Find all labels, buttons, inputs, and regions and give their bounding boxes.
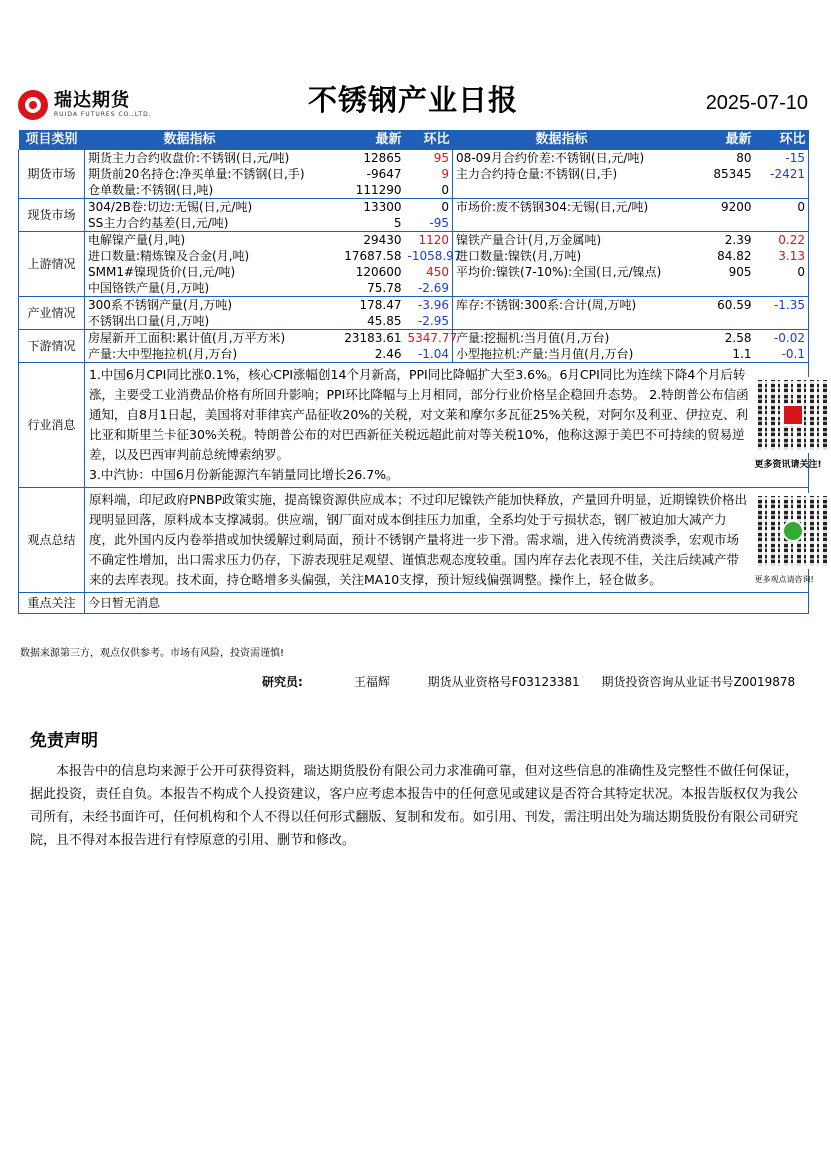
- change-value-right: [755, 280, 809, 297]
- table-row: [19, 280, 809, 297]
- latest-value-left: 111290: [295, 182, 405, 199]
- indicator-name-left: SS主力合约基差(日,元/吨): [85, 215, 295, 232]
- disclaimer-body: 本报告中的信息均来源于公开可获得资料，瑞达期货股份有限公司力求准确可靠，但对这些信息的准确性及完整性不做任何保证，据此投资，责任自负。本报告不构成个人投资建议，客户应考虑本报告中的任何意见或建议是否符合其特定状况。本报告版权仅为我公司所有，未经书面许可，任何机构和个人不得以任何形式翻版、复制和发布。如引用、刊发，需注明出处为瑞达期货股份有限公司研究院，且不得对本报告进行有悖原意的引用、删节和修改。: [30, 764, 798, 848]
- latest-value-right: [671, 215, 755, 232]
- change-value-right: [755, 182, 809, 199]
- indicator-name-left: 产量:大中型拖拉机(月,万台): [85, 346, 295, 363]
- change-value-left: -1.04: [405, 346, 453, 363]
- focus-text: 今日暂无消息: [85, 593, 809, 614]
- change-value-left: 9: [405, 166, 453, 182]
- latest-value-right: 85345: [713, 167, 752, 181]
- change-value-left: 0: [405, 182, 453, 199]
- change-value-right: 3.13: [755, 248, 809, 264]
- header-category: 项目类别: [19, 130, 85, 150]
- latest-value-left: 23183.61: [344, 331, 402, 345]
- view-row: [19, 488, 809, 593]
- researcher-name: 王福辉: [353, 675, 390, 689]
- change-value-right: -1.35: [755, 297, 809, 314]
- latest-value-left: 29430: [363, 233, 402, 247]
- header-indicator-left: 数据指标: [85, 130, 295, 150]
- latest-value-right: 84.82: [717, 249, 752, 263]
- qr-caption: 更多资讯请关注!: [754, 460, 822, 470]
- researcher-line: [262, 673, 802, 690]
- table-header-row: [19, 130, 809, 150]
- qr-code-icon: [755, 493, 831, 569]
- header-change-left: 环比: [405, 130, 453, 150]
- change-value-right: -15: [755, 150, 809, 166]
- category-cell: 观点总结: [19, 488, 85, 593]
- change-value-left: 5347.77: [405, 330, 453, 347]
- indicator-name-right: 库存:不锈钢:300系:合计(周,万吨): [456, 298, 637, 312]
- latest-value-left: 178.47: [359, 298, 402, 312]
- category-cell: 上游情况: [19, 232, 85, 297]
- change-value-left: -2.69: [405, 280, 453, 297]
- latest-value-right: 2.39: [724, 233, 752, 247]
- indicator-name-left: 300系不锈钢产量(月,万吨): [88, 298, 233, 312]
- indicator-name-left: SMM1#镍现货价(日,元/吨): [88, 265, 236, 279]
- category-cell: 下游情况: [19, 330, 85, 363]
- view-paragraph: 原料端，印尼政府PNBP政策实施，提高镍资源供应成本；不过印尼镍铁产能加快释放，产量回升明显，近期镍铁价格出现明显回落，原料成本支撑减弱。供应端，钢厂面对成本倒挂压力加重，全系均处于亏损状态，钢厂被迫加大减产力度，此外国内反内卷举措或加快缓解过剩局面，预计不锈钢产量将进一步下滑。需求端，进入传统消费淡季，宏观市场不确定性增加，出口需求压力仍存，下游表现驻足观望、谨慎悲观态度较重。国内库存去化表现不佳，关注后续减产带来的去库表现。技术面，持仓略增多头偏强，关注MA10支撑，预计短线偏强调整。操作上，轻仓做多。: [89, 492, 748, 587]
- indicator-name-right: [453, 313, 671, 330]
- latest-value-left: -9647: [366, 167, 402, 181]
- indicator-name-left: 304/2B卷:切边:无锡(日,元/吨): [88, 200, 253, 214]
- qr-caption: 更多观点请咨询!: [754, 574, 814, 584]
- indicator-name-left: 房屋新开工面积:累计值(月,万平方米): [88, 331, 286, 345]
- table-row: [19, 330, 809, 347]
- change-value-left: 95: [405, 150, 453, 166]
- table-row: [19, 215, 809, 232]
- category-cell: 产业情况: [19, 297, 85, 330]
- latest-value-left: 120600: [355, 265, 402, 279]
- indicator-name-right: 镍铁产量合计(月,万金属吨): [456, 233, 602, 247]
- change-value-left: 0: [405, 199, 453, 216]
- latest-value-left: 12865: [363, 151, 402, 165]
- data-table: [18, 130, 822, 614]
- latest-value-left: 5: [295, 215, 405, 232]
- latest-value-right: 905: [728, 265, 752, 279]
- header-change-right: 环比: [755, 130, 809, 150]
- latest-value-left: 17687.58: [344, 249, 402, 263]
- indicator-name-left: 期货主力合约收盘价:不锈钢(日,元/吨): [88, 151, 290, 165]
- change-value-left: -2.95: [405, 313, 453, 330]
- indicator-name-left: 不锈钢出口量(月,万吨): [85, 313, 295, 330]
- researcher-label: 研究员:: [262, 675, 303, 689]
- news-paragraph: 1.中国6月CPI同比涨0.1%，核心CPI涨幅创14个月新高，PPI同比降幅扩大至3.6%。6月CPI同比为连续下降4个月后转涨，主要受工业消费品价格有所回升影响；PPI环比降幅与上月相同，部分行业价格呈企稳回升态势。 2.特朗普公布信函通知，自8月1日起，美国将对菲律宾产品征收20%的关税，对文莱和摩尔多瓦征25%关税，对阿尔及利亚、伊拉克、利比亚和斯里兰卡征30%关税。特朗普公布的对巴西新征关税远超此前对等关税10%，他称这源于美巴不可持续的贸易逆差，以及巴西审判前总统博索纳罗。: [89, 367, 749, 462]
- license-futures: 期货从业资格号F03123381: [427, 675, 580, 689]
- table-row: [19, 232, 809, 249]
- table-row: [19, 166, 809, 182]
- latest-value-right: 80: [736, 151, 752, 165]
- news-paragraph-2: 3.中汽协：中国6月份新能源汽车销量同比增长26.7%。: [89, 467, 399, 482]
- license-consulting: 期货投资咨询从业证书号Z0019878: [601, 675, 796, 689]
- change-value-right: [755, 313, 809, 330]
- logo-badge-icon: [782, 404, 804, 426]
- disclaimer-title: 免责声明: [30, 731, 98, 751]
- indicator-name-right: [453, 182, 671, 199]
- category-cell: 期货市场: [19, 150, 85, 199]
- table-row: [19, 313, 809, 330]
- change-value-right: -2421: [755, 166, 809, 182]
- change-value-left: -3.96: [405, 297, 453, 314]
- indicator-name-left: 仓单数量:不锈钢(日,吨): [85, 182, 295, 199]
- latest-value-right: 60.59: [717, 298, 752, 312]
- change-value-left: 450: [405, 264, 453, 280]
- change-value-left: -1058.97: [405, 248, 453, 264]
- change-value-right: [755, 215, 809, 232]
- table-row: [19, 182, 809, 199]
- view-text: [85, 488, 755, 593]
- indicator-name-right: 产量:挖掘机:当月值(月,万台): [456, 331, 610, 345]
- change-value-right: 0: [755, 199, 809, 216]
- report-date: 2025-07-10: [705, 92, 808, 114]
- table-row: [19, 150, 809, 166]
- indicator-name-right: 平均价:镍铁(7-10%):全国(日,元/镍点): [456, 265, 662, 279]
- indicator-name-left: 中国铬铁产量(月,万吨): [85, 280, 295, 297]
- indicator-name-right: [453, 280, 671, 297]
- news-text: [85, 363, 755, 488]
- header-latest-left: 最新: [295, 130, 405, 150]
- indicator-name-right: [453, 215, 671, 232]
- latest-value-right: [671, 280, 755, 297]
- logo-english: RUIDA FUTURES CO.,LTD.: [54, 111, 152, 118]
- latest-value-left: 45.85: [295, 313, 405, 330]
- category-cell: 行业消息: [19, 363, 85, 488]
- latest-value-left: 2.46: [295, 346, 405, 363]
- indicator-name-right: 进口数量:镍铁(月,万吨): [456, 249, 582, 263]
- table-row: [19, 346, 809, 363]
- indicator-name-left: 期货前20名持仓:净买单量:不锈钢(日,手): [88, 167, 305, 181]
- category-cell: 现货市场: [19, 199, 85, 232]
- latest-value-right: [671, 313, 755, 330]
- indicator-name-right: 市场价:废不锈钢304:无锡(日,元/吨): [456, 200, 649, 214]
- indicator-name-left: 电解镍产量(月,吨): [88, 233, 186, 247]
- focus-row: [19, 593, 809, 614]
- latest-value-right: 9200: [720, 200, 752, 214]
- qr-code-icon: [755, 377, 831, 453]
- latest-value-left: 75.78: [295, 280, 405, 297]
- change-value-right: -0.1: [755, 346, 809, 363]
- latest-value-right: 2.58: [724, 331, 752, 345]
- latest-value-right: [671, 182, 755, 199]
- indicator-name-left: 进口数量:精炼镍及合金(月,吨): [88, 249, 250, 263]
- category-cell: 重点关注: [19, 593, 85, 614]
- latest-value-right: 1.1: [671, 346, 755, 363]
- change-value-left: -95: [405, 215, 453, 232]
- indicator-name-right: 主力合约持仓量:不锈钢(日,手): [456, 167, 618, 181]
- table-row: [19, 199, 809, 216]
- qr-block-news: [754, 363, 822, 488]
- news-row: [19, 363, 809, 488]
- change-value-left: 1120: [405, 232, 453, 249]
- qr-block-view: [754, 488, 814, 593]
- indicator-name-right: 08-09月合约价差:不锈钢(日,元/吨): [456, 151, 645, 165]
- data-source-note: 数据来源第三方，观点仅供参考。市场有风险，投资需谨慎!: [20, 648, 285, 659]
- header-indicator-right: 数据指标: [453, 130, 671, 150]
- table-row: [19, 297, 809, 314]
- table-row: [19, 264, 809, 280]
- latest-value-left: 13300: [363, 200, 402, 214]
- table-row: [19, 248, 809, 264]
- change-value-right: 0: [755, 264, 809, 280]
- header-latest-right: 最新: [671, 130, 755, 150]
- report-title: 不锈钢产业日报: [307, 83, 518, 117]
- logo-name: 瑞达期货: [54, 90, 130, 111]
- indicator-name-right: 小型拖拉机:产量:当月值(月,万台): [453, 346, 671, 363]
- change-value-right: 0.22: [755, 232, 809, 249]
- wechat-icon: [782, 520, 804, 542]
- change-value-right: -0.02: [755, 330, 809, 347]
- report-header: [18, 76, 808, 128]
